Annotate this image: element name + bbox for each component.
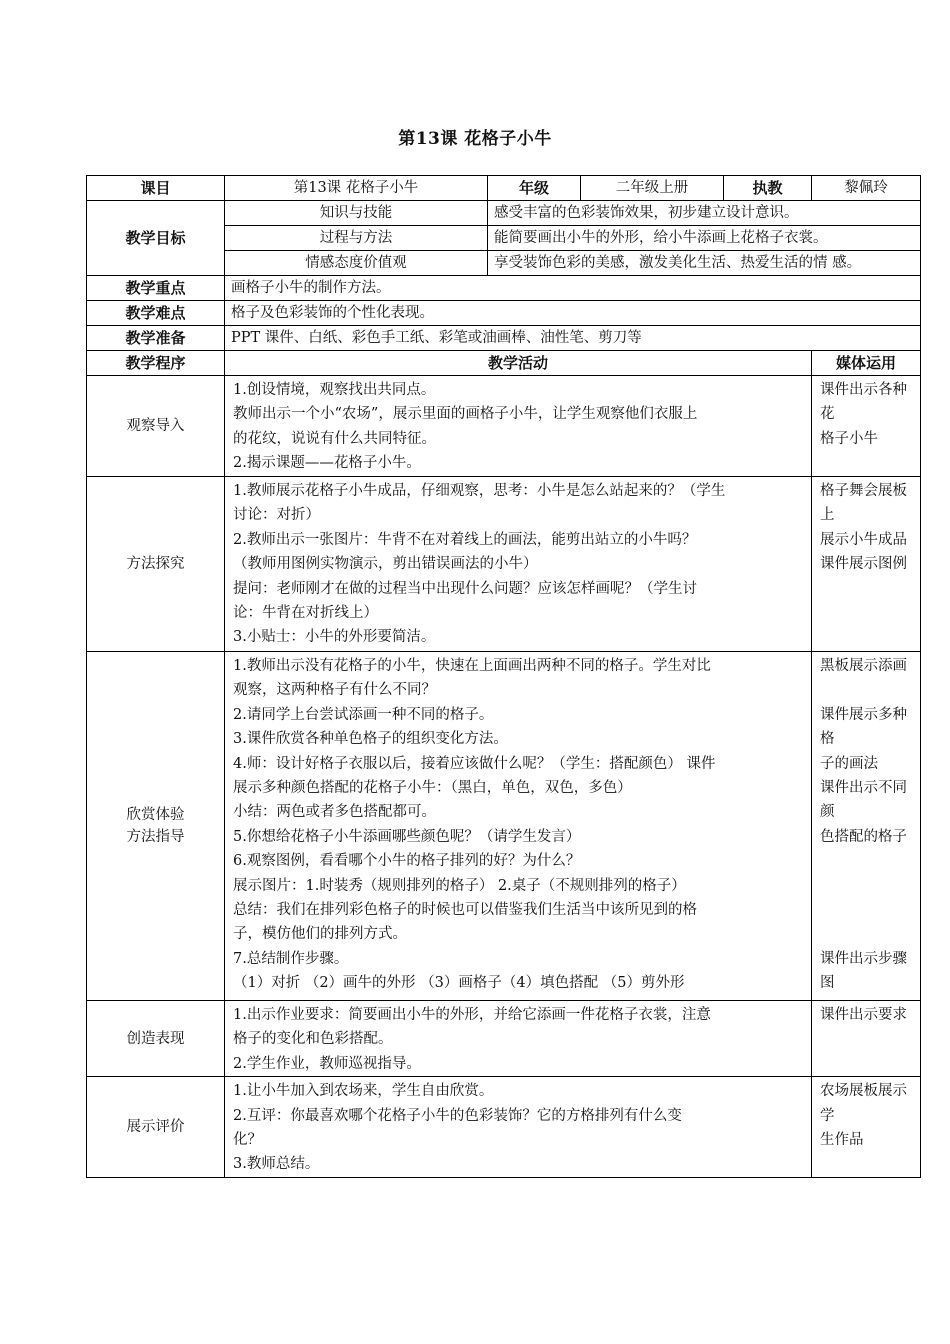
subject-label: 课目 (87, 176, 225, 201)
stage-name-line: 方法指导 (126, 829, 185, 845)
goal-value: 享受装饰色彩的美感，激发美化生活、热爱生活的情 感。 (488, 251, 921, 276)
stage-name-line: 欣赏体验 (126, 807, 185, 823)
stage-name: 展示评价 (87, 1077, 225, 1178)
activity-line: 2.教师出示一张图片：牛背不在对着线上的画法，能剪出站立的小牛吗？ (233, 531, 697, 548)
stage-activity (225, 1077, 812, 1178)
activity-line: 2.揭示课题——花格子小牛。 (233, 455, 421, 472)
stage-row (87, 376, 921, 477)
key-point-row (87, 276, 921, 301)
procedure-header-row (87, 351, 921, 376)
stage-name: 创造表现 (87, 1001, 225, 1077)
media-gap (820, 678, 914, 702)
activity-line: 2.学生作业，教师巡视指导。 (233, 1055, 421, 1072)
activity-line: 讨论：对折） (233, 507, 320, 524)
media-gap (820, 922, 914, 946)
stage-row (87, 1077, 921, 1178)
preparation-value: PPT 课件、白纸、彩色手工纸、彩笔或油画棒、油性笔、剪刀等 (225, 326, 921, 351)
stage-name: 方法探究 (87, 477, 225, 652)
activity-line: 论：牛背在对折线上） (233, 605, 378, 622)
goal-value: 能简要画出小牛的外形，给小牛添画上花格子衣裳。 (488, 226, 921, 251)
media-line: 课件出示步骤图 (820, 950, 907, 992)
stage-name (87, 652, 225, 1001)
difficulty-row (87, 301, 921, 326)
media-line: 农场展板展示学 (820, 1083, 907, 1124)
activity-line: 6.观察图例，看看哪个小牛的格子排列的好？为什么？ (233, 853, 581, 870)
stage-media (812, 652, 921, 1001)
lesson-plan-table (86, 175, 921, 1178)
activity-line: 的花纹，说说有什么共同特征。 (233, 430, 436, 447)
goal-key: 过程与方法 (225, 226, 488, 251)
procedure-stage-header: 教学程序 (87, 351, 225, 376)
activity-line: 3.小贴士：小牛的外形要简洁。 (233, 629, 436, 646)
goals-label: 教学目标 (87, 201, 225, 276)
media-line: 课件出示各种花 (820, 382, 907, 423)
stage-row (87, 652, 921, 1001)
media-line: 课件出示要求 (820, 1007, 907, 1023)
media-gap (820, 874, 914, 898)
activity-line: 总结：我们在排列彩色格子的时候也可以借鉴我们生活当中该所见到的格 (233, 902, 697, 919)
activity-line: 2.请同学上台尝试添画一种不同的格子。 (233, 706, 494, 723)
stage-activity (225, 652, 812, 1001)
activity-line: 展示多种颜色搭配的花格子小牛：（黑白，单色，双色，多色） (233, 780, 632, 797)
preparation-row (87, 326, 921, 351)
goal-value: 感受丰富的色彩装饰效果，初步建立设计意识。 (488, 201, 921, 226)
teacher-value: 黎佩玲 (812, 176, 921, 201)
activity-line: 5.你想给花格子小牛添画哪些颜色呢？（请学生发言） (233, 828, 581, 845)
stage-media (812, 477, 921, 652)
grade-label: 年级 (488, 176, 581, 201)
activity-line: 2.互评：你最喜欢哪个花格子小牛的色彩装饰？它的方格排列有什么变 (233, 1107, 682, 1124)
activity-line: 3.课件欣赏各种单色格子的组织变化方法。 (233, 731, 508, 748)
activity-line: 1.教师展示花格子小牛成品，仔细观察，思考：小牛是怎么站起来的？（学生 (233, 483, 726, 499)
preparation-label: 教学准备 (87, 326, 225, 351)
header-row (87, 176, 921, 201)
media-gap (820, 849, 914, 873)
document-title: 第13课 花格子小牛 (398, 129, 552, 149)
media-line: 课件展示图例 (820, 556, 907, 573)
stage-media (812, 376, 921, 477)
activity-line: 格子的变化和色彩搭配。 (233, 1031, 393, 1048)
activity-line: （1）对折 （2）画牛的外形 （3）画格子（4）填色搭配 （5）剪外形 (233, 975, 685, 992)
goal-key: 情感态度价值观 (225, 251, 488, 276)
stage-media (812, 1077, 921, 1178)
difficulty-label: 教学难点 (87, 301, 225, 326)
activity-line: 1.创设情境，观察找出共同点。 (233, 382, 436, 398)
activity-line: 1.让小牛加入到农场来，学生自由欣赏。 (233, 1083, 494, 1100)
media-line: 课件展示多种格 (820, 706, 907, 748)
activity-line: 3.教师总结。 (233, 1156, 320, 1173)
stage-activity (225, 477, 812, 652)
activity-line: 7.总结制作步骤。 (233, 950, 349, 967)
media-line: 色搭配的格子 (820, 828, 907, 845)
activity-line: 小结：两色或者多色搭配都可。 (233, 804, 436, 821)
activity-line: 1.教师出示没有花格子的小牛，快速在上面画出两种不同的格子。学生对比 (233, 658, 711, 674)
procedure-activity-header: 教学活动 (225, 351, 812, 376)
media-line: 黑板展示添画 (820, 658, 907, 674)
stage-activity (225, 376, 812, 477)
activity-line: 提问：老师刚才在做的过程当中出现什么问题？应该怎样画呢？（学生讨 (233, 580, 697, 597)
activity-line: （教师用图例实物演示，剪出错误画法的小牛） (233, 556, 538, 573)
media-line: 课件出示不同颜 (820, 780, 907, 821)
media-line: 格子小牛 (820, 430, 878, 447)
procedure-media-header: 媒体运用 (812, 351, 921, 376)
media-line: 生作品 (820, 1132, 864, 1149)
stage-activity (225, 1001, 812, 1077)
stage-name: 观察导入 (87, 376, 225, 477)
teacher-label: 执教 (724, 176, 812, 201)
goal-row (87, 201, 921, 226)
difficulty-value: 格子及色彩装饰的个性化表现。 (225, 301, 921, 326)
activity-line: 展示图片：1.时装秀（规则排列的格子） 2.桌子（不规则排列的格子） (233, 877, 686, 894)
stage-row (87, 477, 921, 652)
activity-line: 子，模仿他们的排列方式。 (233, 926, 407, 943)
grade-value: 二年级上册 (581, 176, 724, 201)
activity-line: 化？ (233, 1132, 262, 1149)
activity-line: 4.师：设计好格子衣服以后，接着应该做什么呢？（学生：搭配颜色） 课件 (233, 755, 716, 772)
key-point-value: 画格子小牛的制作方法。 (225, 276, 921, 301)
media-line: 格子舞会展板上 (820, 483, 907, 524)
activity-line: 观察，这两种格子有什么不同？ (233, 682, 436, 699)
goal-key: 知识与技能 (225, 201, 488, 226)
activity-line: 教师出示一个小“农场”，展示里面的画格子小牛，让学生观察他们衣服上 (233, 406, 698, 423)
media-line: 展示小牛成品 (820, 531, 907, 548)
key-point-label: 教学重点 (87, 276, 225, 301)
media-line: 子的画法 (820, 755, 878, 772)
stage-media (812, 1001, 921, 1077)
subject-value: 第13课 花格子小牛 (225, 176, 488, 201)
activity-line: 1.出示作业要求：简要画出小牛的外形，并给它添画一件花格子衣裳，注意 (233, 1007, 711, 1023)
media-gap (820, 898, 914, 922)
stage-row (87, 1001, 921, 1077)
